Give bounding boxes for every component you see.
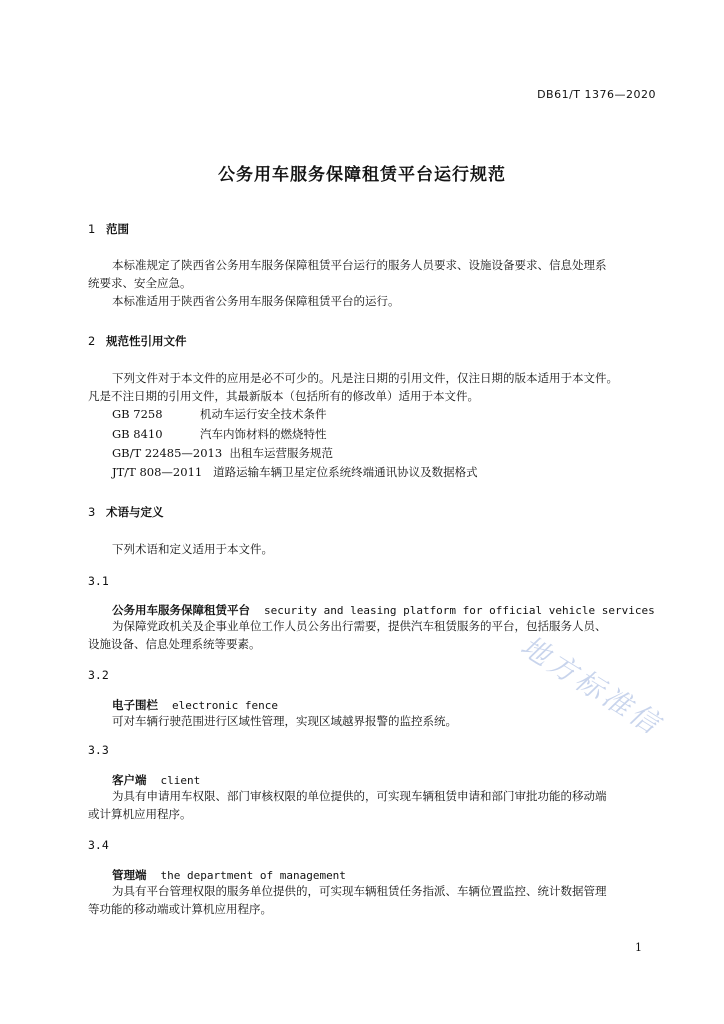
term-entry (112, 864, 346, 883)
watermark: 地方标准信 (514, 629, 669, 743)
paragraph: 本标准适用于陕西省公务用车服务保障租赁平台的运行。 (112, 294, 400, 308)
document-title: 公务用车服务保障租赁平台运行规范 (218, 165, 506, 185)
reference-item (112, 405, 327, 423)
section-1-heading (88, 221, 129, 237)
term-chinese: 电子围栏 (112, 698, 158, 712)
section-number: 3 (88, 505, 96, 519)
reference-item (112, 444, 333, 462)
paragraph: 下列文件对于本文件的应用是必不可少的。凡是注日期的引用文件，仅注日期的版本适用于本文件。 (112, 371, 618, 385)
section-3-heading (88, 504, 164, 520)
clause-number: 3.1 (88, 574, 109, 588)
term-definition: 为具有平台管理权限的服务单位提供的，可实现车辆租赁任务指派、车辆位置监控、统计数据管理 (112, 884, 607, 898)
section-number: 1 (88, 222, 96, 236)
term-entry (112, 769, 200, 788)
standard-code: DB61/T 1376—2020 (537, 88, 656, 101)
term-english: electronic fence (172, 699, 278, 712)
term-definition-continuation: 设施设备、信息处理系统等要素。 (88, 637, 261, 651)
term-definition-continuation: 或计算机应用程序。 (88, 807, 192, 821)
reference-code: GB/T 22485—2013 (112, 446, 223, 460)
clause-number: 3.2 (88, 668, 109, 682)
section-title: 规范性引用文件 (106, 334, 187, 348)
section-title: 范围 (106, 222, 129, 236)
term-entry (112, 694, 278, 713)
term-chinese: 客户端 (112, 773, 147, 787)
term-definition: 为保障党政机关及企事业单位工作人员公务出行需要，提供汽车租赁服务的平台，包括服务人员、 (112, 619, 607, 633)
clause-number: 3.3 (88, 743, 109, 757)
term-chinese: 管理端 (112, 868, 147, 882)
reference-code: GB 8410 (112, 427, 163, 441)
section-number: 2 (88, 334, 96, 348)
paragraph: 本标准规定了陕西省公务用车服务保障租赁平台运行的服务人员要求、设施设备要求、信息处理系 (112, 258, 607, 272)
term-definition: 可对车辆行驶范围进行区域性管理，实现区域越界报警的监控系统。 (112, 714, 457, 728)
reference-title: 汽车内饰材料的燃烧特性 (200, 427, 327, 441)
paragraph-continuation: 凡是不注日期的引用文件，其最新版本（包括所有的修改单）适用于本文件。 (88, 389, 479, 403)
clause-number: 3.4 (88, 838, 109, 852)
reference-title: 出租车运营服务规范 (229, 446, 334, 460)
reference-item (112, 463, 478, 481)
reference-code: GB 7258 (112, 407, 163, 421)
paragraph: 下列术语和定义适用于本文件。 (112, 542, 273, 556)
term-english: the department of management (160, 869, 346, 882)
term-definition-continuation: 等功能的移动端或计算机应用程序。 (88, 902, 272, 916)
reference-code: JT/T 808—2011 (112, 465, 203, 479)
term-english: security and leasing platform for official vehicle services (264, 604, 655, 617)
term-definition: 为具有申请用车权限、部门审核权限的单位提供的，可实现车辆租赁申请和部门审批功能的移动端 (112, 789, 607, 803)
reference-title: 道路运输车辆卫星定位系统终端通讯协议及数据格式 (213, 465, 478, 479)
term-entry (112, 599, 655, 618)
section-2-heading (88, 333, 187, 349)
term-chinese: 公务用车服务保障租赁平台 (112, 603, 250, 617)
reference-item (112, 425, 327, 443)
page-number: 1 (635, 941, 642, 954)
paragraph-continuation: 统要求、安全应急。 (88, 276, 192, 290)
term-english: client (160, 774, 201, 787)
section-title: 术语与定义 (106, 505, 164, 519)
reference-title: 机动车运行安全技术条件 (200, 407, 327, 421)
